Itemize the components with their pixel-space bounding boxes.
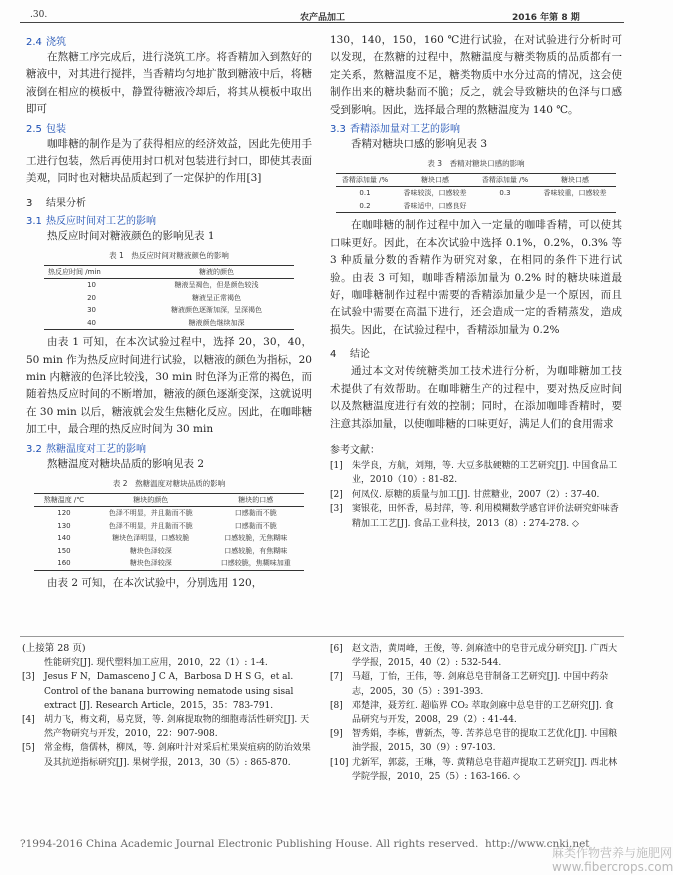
table-cell: 糖块色泽较深 [94,557,208,570]
reference-item: [2] 何凤仪. 原糖的质量与加工[J]. 甘蔗糖业，2007（2）: 37-40. [330,489,600,500]
paragraph: 在熬糖工序完成后，进行浇筑工序。将香精加入到熬好的糖液中，对其进行搅拌，当香精均匀地扩散到糖液中后，将糖液倒在相应的模板中，静置待糖液冷却后，将其从模板中取出即可 [26,51,312,116]
table-cell: 色泽不明显，并且黏而不脆 [108,509,193,518]
reference-item: [3] Jesus F N，Damasceno J C A，Barbosa D H S G，et al. Control of the banana burrowing nematode using sisal extract [J]. Research Article，2015，35：783-791. [22,672,294,711]
paragraph: 在咖啡糖的制作过程中加入一定量的咖啡香精，可以使其口味更好。因此，在本次试验中选择 0.1%，0.2%，0.3% 等 3 种质量分数的香精作为研究对象，在相同的条件下进行试验。由表 3 可知，咖啡香精添加量为 0.2% 时的糖块味道最好，咖啡糖制作过程中需要的香精添加量少是一个原因，而且在试验中需要在高温下进行，还会造成一定的香精蒸发，造成损失。因此，在试验过程中，香精添加量为 0.2% [330,219,622,336]
table-cell: 120 [57,509,71,518]
section-heading: 3 结果分析 [26,197,86,209]
table-caption: 表 3 香精对糖块口感的影响 [427,159,525,169]
table-cell: 130 [57,521,71,530]
journal-title: 农产品加工 [300,13,346,23]
footer-url[interactable]: http://www.cnki.net [485,838,590,850]
paragraph: 热反应时间对糖液颜色的影响见表 1 [47,229,215,242]
reference-list [330,459,622,532]
reference-item: [8] 邓楚津，聂芳红. 超临界 CO₂ 萃取剑麻中总皂苷的工艺研究[J]. 食品研究与开发，2008，29（2）: 41-44. [330,700,614,726]
table-header: 糖块口感 [534,174,616,187]
page-number: .30. [30,10,48,20]
continued-references-right [330,642,622,784]
table-cell: 香味较重，口感较差 [543,189,607,198]
continuation-note: (上接第 28 页) [22,643,86,654]
table-cell: 10 [87,281,97,290]
paragraph: 咖啡糖的制作是为了获得相应的经济效益，因此先使用手工进行包装，然后再使用封口机对包装进行封口，即使其表面美观，同时也对糖块品质起到了一定保护的作用[3] [26,137,312,185]
table-cell: 糖块色泽明显，口感较脆 [112,534,190,543]
table-cell: 160 [34,557,94,570]
table-cell: 口感黏而不脆 [234,521,277,530]
right-column [330,32,622,531]
continued-references-left [22,642,314,770]
table-header: 糖块口感 [394,174,476,187]
table-cell: 糖块色泽较深 [129,546,172,555]
reference-item: [5] 常金梅，詹儒林，柳凤，等. 剑麻叶汁对采后杧果炭疽病的防治效果及其抗逆指标研究[J]. 果树学报，2013，30（5）: 865-870. [22,743,311,768]
table-cell: 糖液呈正常褐色 [192,293,242,302]
table-cell: 香味较淡，口感较差 [403,189,467,198]
table-cell: 0.1 [359,189,371,198]
left-column [26,32,312,592]
table-caption: 表 1 热反应时间对糖液颜色的影响 [109,251,229,261]
paragraph: 由表 2 可知，在本次试验中，分别选用 120， [47,576,263,589]
table-3 [336,173,616,213]
table-caption: 表 2 熬糖温度对糖块品质的影响 [112,479,226,489]
table-cell: 糖液颜色继续加深 [139,317,294,330]
table-header: 糖块的颜色 [94,494,208,507]
table-cell: 0.3 [499,189,511,198]
reference-item: [7] 马超，丁怡，王伟，等. 剑麻总皂苷制备工艺研究[J]. 中国中药杂志，2005，30（5）: 391-393. [330,672,609,697]
table-2 [34,493,304,571]
reference-item: [10] 尤新军，郭蕊，王琳，等. 黄精总皂苷超声提取工艺研究[J]. 西北林学院学报，2010，25（5）: 163-166. ◇ [330,757,618,782]
table-cell: 香味适中，口感良好 [394,200,476,213]
paragraph: 由表 1 可知，在本次试验过程中，选择 20，30，40，50 min 作为热反应时间进行试验，以糖液的颜色为指标，20 min 内糖液的色泽比较浅，30 min 时色泽为正常的褐色，而随着热反应时间的不断增加，糖液的颜色逐渐变深，这就说明在 30 min 以后，糖液就会发生焦糖化反应。因此，在咖啡糖加工中，最合理的热反应时间为 30 min [26,336,312,436]
reference-item: [3] 窦银花，田怀香，易封萍，等. 利用模糊数学感官评价法研究虾味香精加工工艺[J]. 食品工业科技，2013（8）: 274-278. ◇ [330,504,619,529]
table-header: 香精添加量 /% [476,174,534,187]
copyright-footer: ?1994-2016 China Academic Journal Electronic Publishing House. All rights reserved. http://www.cnki.net [20,838,590,850]
table-cell: 140 [57,534,71,543]
section-heading: 4 结论 [330,349,370,361]
reference-item: 性能研究[J]. 现代塑料加工应用，2010，22（1）: 1-4. [44,658,268,669]
table-cell: 0.2 [336,200,394,213]
paragraph: 通过本文对传统糖类加工技术进行分析，为咖啡糖加工技术提供了有效帮助。在咖啡糖生产的过程中，要对热反应时间以及熬糖温度进行有效的控制；同时，在添加咖啡香精时，要注意其添加量，以使咖啡糖的口味更好，满足人们的食用需求 [330,365,622,430]
table-header: 熬糖温度 /℃ [34,494,94,507]
header-rule [20,22,624,23]
table-cell: 150 [57,546,71,555]
issue-label: 2016 年第 8 期 [512,13,580,23]
table-cell: 口感较脆，无焦糊味 [224,534,288,543]
table-cell: 30 [87,306,97,315]
references-title: 参考文献： [330,444,380,456]
table-cell: 糖液呈褐色，但是颜色较浅 [174,281,259,290]
section-heading: 2.4 浇筑 [26,37,66,48]
table-cell: 口感较脆，焦糊味加重 [208,557,304,570]
section-heading: 3.3 香精添加量对工艺的影响 [330,124,460,136]
table-header: 热反应时间 /min [44,266,139,279]
section-heading: 3.1 热反应时间对工艺的影响 [26,215,156,227]
watermark: 麻类作物营养与施肥网 www.fibercrops.com [552,846,673,874]
reference-item: [6] 赵文浩，黄周峰，王俊，等. 剑麻渣中的皂苷元成分研究[J]. 广西大学学报，2015，40（2）: 532-544. [330,644,618,669]
table-1 [44,265,294,330]
table-cell [476,200,534,213]
table-cell [534,200,616,213]
table-header: 糖块的口感 [208,494,304,507]
table-cell: 40 [44,317,139,330]
paragraph: 熬糖温度对糖块品质的影响见表 2 [47,457,205,470]
table-cell: 色泽不明显，并且黏而不脆 [108,521,193,530]
section-heading: 2.5 包装 [26,123,66,135]
table-cell: 口感黏而不脆 [234,509,277,518]
paragraph: 香精对糖块口感的影响见表 3 [351,138,488,151]
table-cell: 口感较脆，有焦糊味 [224,546,288,555]
section-heading: 3.2 熬糖温度对工艺的影响 [26,443,146,455]
reference-item: [4] 胡力飞，梅文莉，易克贤，等. 剑麻提取物的细胞毒活性研究[J]. 天然产物研究与开发，2010，22：907-908. [22,715,310,740]
table-cell: 糖液颜色逐渐加深，呈深褐色 [171,306,263,315]
table-header: 糖液的颜色 [139,266,294,279]
table-cell: 20 [87,293,97,302]
table-header: 香精添加量 /% [336,174,394,187]
paragraph: 130，140，150，160 ℃进行试验，在对试验进行分析时可以发现，在熬糖的过程中，熬糖温度与糖类物质的品质都有一定关系，熬糖温度不足，糖类物质中水分过高的情况，这会使制作出来的糖块黏而不脆；反之，就会导致糖块的色泽与口感受到影响。因此，选择最合理的熬糖温度为 140 ℃。 [330,34,622,116]
divider [20,636,624,637]
reference-item: [9] 智秀娟，李栋，曹新杰，等. 苦荞总皂苷的提取工艺优化[J]. 中国粮油学报，2015，30（9）: 97-103. [330,729,618,754]
reference-item: [1] 朱学良，方航，刘翔，等. 大豆多肽硬糖的工艺研究[J]. 中国食品工业，2010（10）: 81-82. [330,460,618,486]
